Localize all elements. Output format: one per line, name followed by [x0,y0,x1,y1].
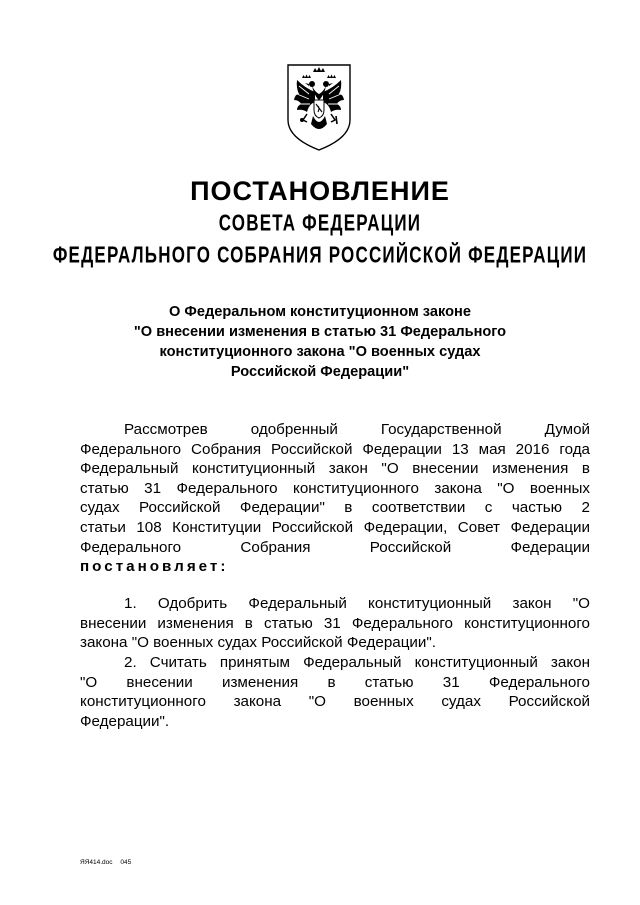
text-line: закона "О военных судах Российской Федерации". [80,634,437,652]
document-title: ПОСТАНОВЛЕНИЕ [190,176,450,206]
subject-line: О Федеральном конституционном законе [169,304,471,320]
text-line: внесении изменения в статью 31 Федерального конституционного [80,614,590,632]
text-line: Федерального Собрания Российской Федерации 13 мая 2016 года [80,440,590,458]
paragraph-item-1 [80,594,590,653]
text-line: Рассмотрев одобренный Государственной Думой [124,421,590,438]
footer-doc-name: ЯЯ414.doc [80,859,113,866]
document-subject [90,302,550,382]
subject-line: "О внесении изменения в статью 31 Федерального [133,324,507,340]
text-line: 1. Одобрить Федеральный конституционный закон "О [124,595,590,612]
text-line: 2. Считать принятым Федеральный конституционный закон [124,654,590,671]
text-line: конституционного закона "О военных судах Российской [80,693,590,711]
text-line: статью 31 Федерального конституционного закона "О военных [80,479,590,497]
text-line: судах Российской Федерации" в соответствии с частью 2 [80,499,590,517]
resolves-word: постановляет: [80,558,229,576]
text-line: Федеральный конституционный закон "О внесении изменения в [80,460,590,478]
document-footer [80,859,137,866]
document-subtitle-council: СОВЕТА ФЕДЕРАЦИИ [218,210,422,236]
text-line: Федерации". [80,712,170,730]
paragraph-preamble [80,420,590,577]
text-line: статьи 108 Конституции Российской Федерации, Совет Федерации [80,518,590,536]
subject-line: конституционного закона "О военных судах [159,344,481,360]
document-subtitle-assembly: ФЕДЕРАЛЬНОГО СОБРАНИЯ РОССИЙСКОЙ ФЕДЕРАЦИИ [52,242,588,268]
footer-doc-number: 045 [120,859,132,866]
paragraph-item-2 [80,653,590,731]
subject-line: Российской Федерации" [230,364,410,380]
text-line: Федерального Собрания Российской Федерации [80,538,590,556]
coat-of-arms-icon [285,62,353,154]
text-line: "О внесении изменения в статью 31 Федерального [80,673,590,691]
